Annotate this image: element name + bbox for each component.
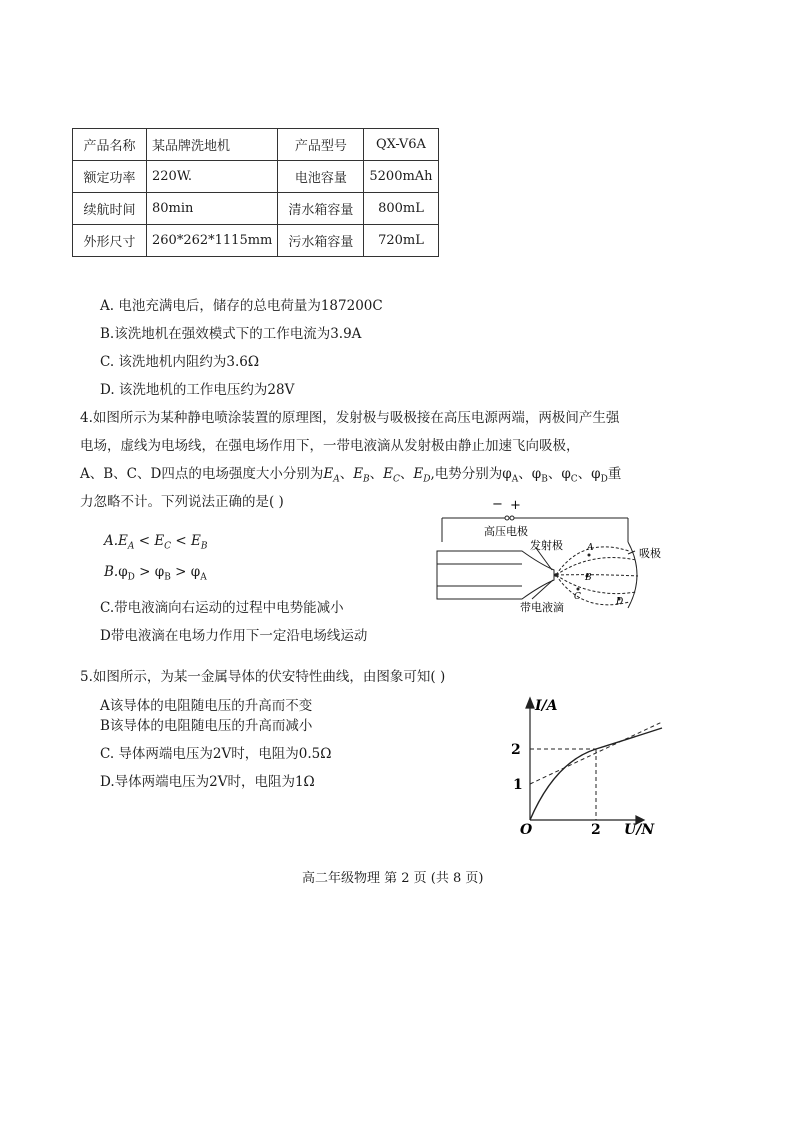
page-footer: 高二年级物理 第 2 页 (共 8 页) [302,871,484,886]
table-cell: 污水箱容量 [278,225,364,257]
table-cell: 220W. [147,161,278,193]
table-cell: 产品名称 [73,129,147,161]
q4-option-b-prefix: B. [104,564,119,580]
q4-stem-line-3-c: 重 [607,466,622,482]
table-cell: 260*262*1115mm [147,225,278,257]
q5-option-c: C. 导体两端电压为2V时，电阻为0.5Ω [100,746,332,762]
table-cell: 清水箱容量 [278,193,364,225]
q4-option-a: $A.E_A < E_C < E_B$ [104,533,208,552]
table-cell: 720mL [364,225,438,257]
q4-stem-line-4: 力忽略不计。下列说法正确的是( ) [80,494,284,510]
point-d-label: D [616,597,624,607]
charged-droplet-label: 带电液滴 [520,601,564,614]
q5-option-d: D.导体两端电压为2V时，电阻为1Ω [100,774,315,790]
collector-label: 吸极 [639,547,661,560]
point-c-label: C [574,592,581,602]
electrostatic-spray-diagram [432,496,682,620]
point-b-label: B [585,573,592,583]
y-tick-label-2: 2 [511,742,521,758]
table-row [73,225,439,257]
q3-option-d: D. 该洗地机的工作电压约为28V [100,382,295,398]
y-axis-arrow [526,698,534,708]
q5-stem: 5.如图所示，为某一金属导体的伏安特性曲线，由图象可知( ) [80,669,446,685]
point-a-label: A [587,543,594,553]
q3-option-a: A. 电池充满电后，储存的总电荷量为187200C [100,298,383,314]
table-cell: 额定功率 [73,161,147,193]
q4-stem-line-3: A、B、C、D四点的电场强度大小分别为$E_A$、$E_B$、$E_C$、$E_D$,电势分别为$\varphi_A$、$\varphi_B$、$\varphi_C$、$\varphi_D$重 [80,466,622,485]
table-cell: 续航时间 [73,193,147,225]
emitter-tip-dot [554,573,558,577]
q3-option-c: C. 该洗地机内阻约为3.6Ω [100,354,260,370]
point-c-dot [577,588,580,591]
power-source-label: 高压电极 [484,525,528,538]
emitter-label: 发射极 [530,539,563,552]
q4-option-a-prefix: A. [104,533,119,549]
q4-stem-line-2: 电场，虚线为电场线，在强电场作用下，一带电液滴从发射极由静止加速飞向吸极， [80,438,580,454]
q5-option-b: B该导体的电阻随电压的升高而减小 [100,718,313,734]
q4-stem-line-3-b: 电势分别为 [434,466,503,482]
point-a-dot [588,554,591,557]
table-cell: 800mL [364,193,438,225]
table-row [73,129,439,161]
plus-terminal-label: + [510,498,521,513]
table-row [73,161,439,193]
table-cell: 产品型号 [278,129,364,161]
y-tick-label-1: 1 [513,777,523,793]
origin-label: O [520,822,533,838]
table-cell: 某品牌洗地机 [147,129,278,161]
table-cell: 80min [147,193,278,225]
table-row [73,193,439,225]
x-tick-label: 2 [591,822,601,838]
iv-characteristic-graph [500,690,680,840]
q4-stem-line-3-a: A、B、C、D四点的电场强度大小分别为 [80,466,324,482]
x-axis-label: U/N [624,822,655,838]
table-cell: 电池容量 [278,161,364,193]
table-cell: QX-V6A [364,129,438,161]
q4-option-d: D带电液滴在电场力作用下一定沿电场线运动 [100,628,368,644]
minus-terminal-label: − [492,497,503,512]
q4-option-b: $B.\varphi_D > \varphi_B > \varphi_A$ [104,564,207,583]
tangent-line [530,722,662,784]
q4-stem-line-1: 4.如图所示为某种静电喷涂装置的原理图，发射极与吸极接在高压电源两端，两极间产生强 [80,410,620,426]
table-cell: 5200mAh [364,161,438,193]
q3-option-b: B.该洗地机在强效模式下的工作电流为3.9A [100,326,362,342]
q4-option-c: C.带电液滴向右运动的过程中电势能减小 [100,600,344,616]
product-spec-table [72,128,439,257]
y-axis-label: I/A [535,698,558,714]
table-cell: 外形尺寸 [73,225,147,257]
q5-option-a: A该导体的电阻随电压的升高而不变 [100,698,313,714]
